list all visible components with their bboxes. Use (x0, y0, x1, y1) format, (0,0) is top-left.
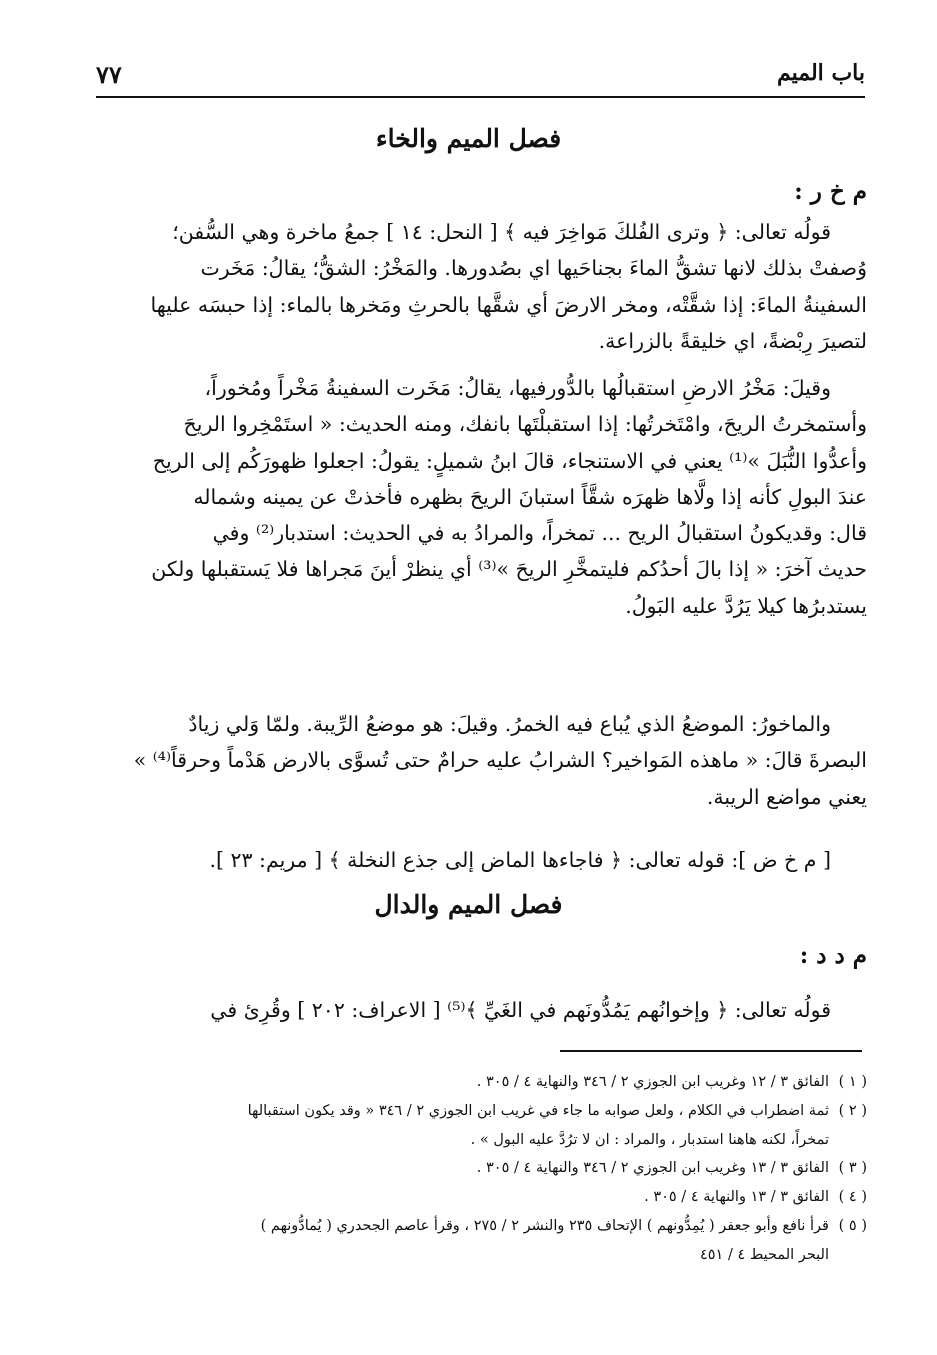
footnote-number: ( ٥ ) (838, 1217, 867, 1234)
text-line: حديث آخرَ: « إذا بالَ أحدُكم فليتمخَّرِ الريحَ »⁽³⁾ أي ينظرْ أينَ مَجراها فلا يَستقبلها ولكن (151, 557, 867, 582)
page-number: ٧٧ (96, 60, 122, 89)
text-line: يستدبرُها كيلا يَرُدَّ عليه البَولُ. (625, 593, 867, 618)
text-line: قولُه تعالى: ﴿ وترى الفُلكَ مَواخِرَ فيه ﴾ [ النحل: ١٤ ] جمعُ ماخرة وهي السُّفن؛ (172, 220, 831, 244)
footnote-text: الفائق ٣ / ١٢ وغريب ابن الجوزي ٢ / ٣٤٦ والنهاية ٤ / ٣٠٥ . (476, 1074, 829, 1090)
footnote-separator (560, 1050, 862, 1052)
text-line: قال: وقديكونُ استقبالُ الريح ... تمخراً، والمرادُ به في الحديث: استدبار⁽²⁾ وفي (212, 521, 867, 546)
root-heading-m-kh-r: م خ ر : (794, 178, 867, 205)
text-line: السفينةُ الماءَ: إذا شقَّتْه، ومخر الارضَ أي شقَّها بالحرثِ ومَخرها بالماء: إذا حبسَه عليها (150, 292, 867, 317)
paragraph (96, 214, 867, 359)
section-title-mim-dal: فصل الميم والدال (374, 890, 563, 919)
text-line: البصرةَ قالَ: « ماهذه المَواخير؟ الشرابُ عليه حرامٌ حتى تُسوَّى بالارض هَدْماً وحرقاً⁽⁴⁾ » (133, 748, 867, 773)
running-header (96, 50, 865, 98)
footnote-text: قرأ نافع وأبو جعفر ( يُمِدُّونهم ) الإتحاف ٢٣٥ والنشر ٢ / ٢٧٥ ، وقرأ عاصم الجحدري ( يُمادُّونهم ) (260, 1217, 829, 1234)
text-line: قولُه تعالى: ﴿ وإخوانُهم يَمُدُّونَهم في الغَيِّ ﴾⁽⁵⁾ [ الاعراف: ٢٠٢ ] وقُرِئ في (210, 998, 831, 1022)
text-line: لتصيرَ رِبْضةً، اي خليقةً بالزراعة. (598, 328, 867, 353)
footnote-3 (96, 1154, 867, 1183)
footnote-number: ( ١ ) (838, 1074, 867, 1090)
text-line: وأعدُّوا النُّبَلَ »⁽¹⁾ يعني في الاستنجاء، قالَ ابنُ شميلٍ: يقولُ: اجعلوا ظهورَكُم إلى الريح (152, 448, 867, 473)
footnote-5 (96, 1212, 867, 1270)
section-title-mim-kha: فصل الميم والخاء (375, 124, 562, 153)
text-line: وقيلَ: مَخْرُ الارضِ استقبالُها بالدُّورفيها، يقالُ: مَخَرت السفينةُ مَخْراً ومُخوراً، (204, 376, 831, 400)
footnote-text: الفائق ٣ / ١٣ والنهاية ٤ / ٣٠٥ . (644, 1189, 829, 1206)
footnote-4 (96, 1183, 867, 1212)
paragraph-root-m-kh-d (96, 842, 867, 878)
footnote-text: تمخراً، لكنه هاهنا استدبار ، والمراد : ان لا ترُدَّ عليه البول » . (470, 1131, 829, 1148)
text-line: عندَ البولِ كأنه إذا ولَّاها ظهرَه شقَّاً استبانَ الريحَ بظهره فأخذتْ عن يمينه وشماله (193, 484, 867, 509)
footnote-1 (96, 1068, 867, 1097)
chapter-title: باب الميم (776, 60, 865, 86)
footnote-text: ثمة اضطراب في الكلام ، ولعل صوابه ما جاء في غريب ابن الجوزي ٢ / ٣٤٦ « وقد يكون استقبالها (247, 1102, 829, 1119)
text-line: [ م خ ض ]: قوله تعالى: ﴿ فاجاءها الماض إلى جذع النخلة ﴾ [ مريم: ٢٣ ]. (209, 848, 831, 872)
footnote-2 (96, 1097, 867, 1155)
paragraph (96, 706, 867, 815)
paragraph (96, 992, 867, 1028)
text-line: والماخورُ: الموضعُ الذي يُباع فيه الخمرُ. وقيلَ: هو موضعُ الرِّيبة. ولمّا وَلي زيادٌ (188, 712, 831, 736)
footnotes (96, 1068, 867, 1270)
footnote-text: الفائق ٣ / ١٣ وغريب ابن الجوزي ٢ / ٣٤٦ والنهاية ٤ / ٣٠٥ . (476, 1160, 829, 1177)
footnote-number: ( ٤ ) (838, 1189, 867, 1206)
footnote-text: البحر المحيط ٤ / ٤٥١ (699, 1246, 829, 1263)
text-line: يعني مواضع الريبة. (706, 784, 867, 809)
footnote-number: ( ٢ ) (838, 1102, 867, 1119)
paragraph (96, 370, 867, 624)
root-heading-m-d-d: م د د : (799, 942, 867, 969)
text-line: وُصفتْ بذلك لانها تشقُّ الماءَ بجناحَيها اي بصُدورها. والمَخْرُ: الشقُّ؛ يقالُ: مَخَرت (200, 256, 867, 281)
text-line: وأستمخرتُ الريحَ، وامْتَخرتُها: إذا استقبلْتَها بانفك، ومنه الحديث: « استَمْخِروا الريحَ (183, 412, 867, 437)
footnote-number: ( ٣ ) (838, 1160, 867, 1177)
